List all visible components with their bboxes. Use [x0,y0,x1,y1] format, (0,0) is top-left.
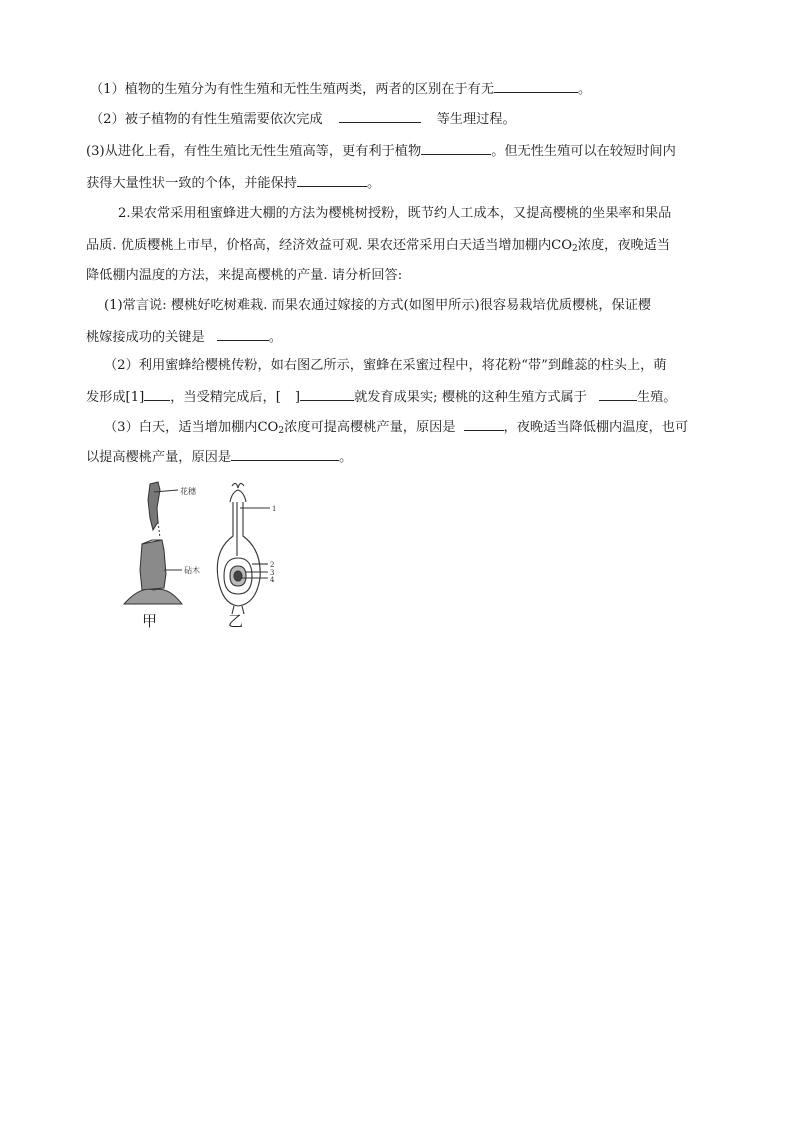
grafting-and-flower-figure [120,478,300,638]
answer-blank-4[interactable] [297,172,367,187]
scion-label: 花穗 [180,487,196,496]
answer-blank-5[interactable] [217,326,269,341]
answer-blank-8[interactable] [599,386,637,401]
q2-sub2-line1: （2）利用蜜蜂给樱桃传粉，如右图乙所示，蜜蜂在采蜜过程中，将花粉“带”到雌蕊的柱头上，萌 [104,358,667,373]
q1-part2: （2）被子植物的有性生殖需要依次完成 等生理过程。 [90,108,516,130]
q1-part3-text: (3)从进化上看，有性生殖比无性生殖高等，更有利于植物 [86,144,422,159]
stock-label: 砧木 [184,566,200,575]
q2-sub2-line2: 发形成[1] ，当受精完成后，[ ] 就发育成果实; 樱桃的这种生殖方式属于 生殖。 [86,386,676,408]
answer-blank-1[interactable] [494,78,578,93]
q2-intro-2: 品质. 优质樱桃上市早，价格高，经济效益可观. 果农还常采用白天适当增加棚内$CO_2$浓度，夜晚适当 [86,238,671,254]
q1-part1: （1）植物的生殖分为有性生殖和无性生殖两类，两者的区别在于有无 。 [90,78,591,100]
answer-blank-2[interactable] [339,108,421,123]
label-2: 2 [270,561,275,569]
q2-intro-1: 2.果农常采用租蜜蜂进大棚的方法为樱桃树授粉，既节约人工成本，又提高樱桃的坐果率和果品 [118,206,672,221]
label-3: 3 [270,569,275,577]
q1-part3-cont: 获得大量性状一致的个体，并能保持 。 [86,172,380,194]
answer-blank-6[interactable] [144,386,170,401]
label-4: 4 [270,576,275,584]
q1-part3: (3)从进化上看，有性生殖比无性生殖高等，更有利于植物 。但无性生殖可以在较短时间内 [86,140,676,162]
answer-blank-3[interactable] [421,140,491,155]
answer-blank-9[interactable] [464,416,504,431]
flower-pistil-diagram [217,483,270,614]
answer-blank-10[interactable] [231,446,339,461]
q2-intro-3: 降低棚内温度的方法，来提高樱桃的产量. 请分析回答: [86,268,403,283]
q2-sub1-line1: (1)常言说: 樱桃好吃树难栽. 而果农通过嫁接的方式(如图甲所示)很容易栽培优质樱桃，保证樱 [104,298,652,313]
grafting-diagram [124,482,182,604]
answer-blank-7[interactable] [300,386,354,401]
label-1: 1 [272,505,277,513]
q1-part1-text: （1）植物的生殖分为有性生殖和无性生殖两类，两者的区别在于有无 [90,82,495,97]
figure-label-jia: 甲 [142,612,158,630]
q2-sub3-line2: 以提高樱桃产量，原因是 。 [86,446,352,468]
figure-label-yi: 乙 [228,612,244,630]
q2-sub3-line1: （3）白天，适当增加棚内$CO_2$浓度可提高樱桃产量，原因是 ，夜晚适当降低棚内温度，也可 [104,416,688,441]
q2-sub1-line2: 桃嫁接成功的关键是 。 [86,326,282,348]
q1-part2-text: （2）被子植物的有性生殖需要依次完成 [90,112,323,127]
